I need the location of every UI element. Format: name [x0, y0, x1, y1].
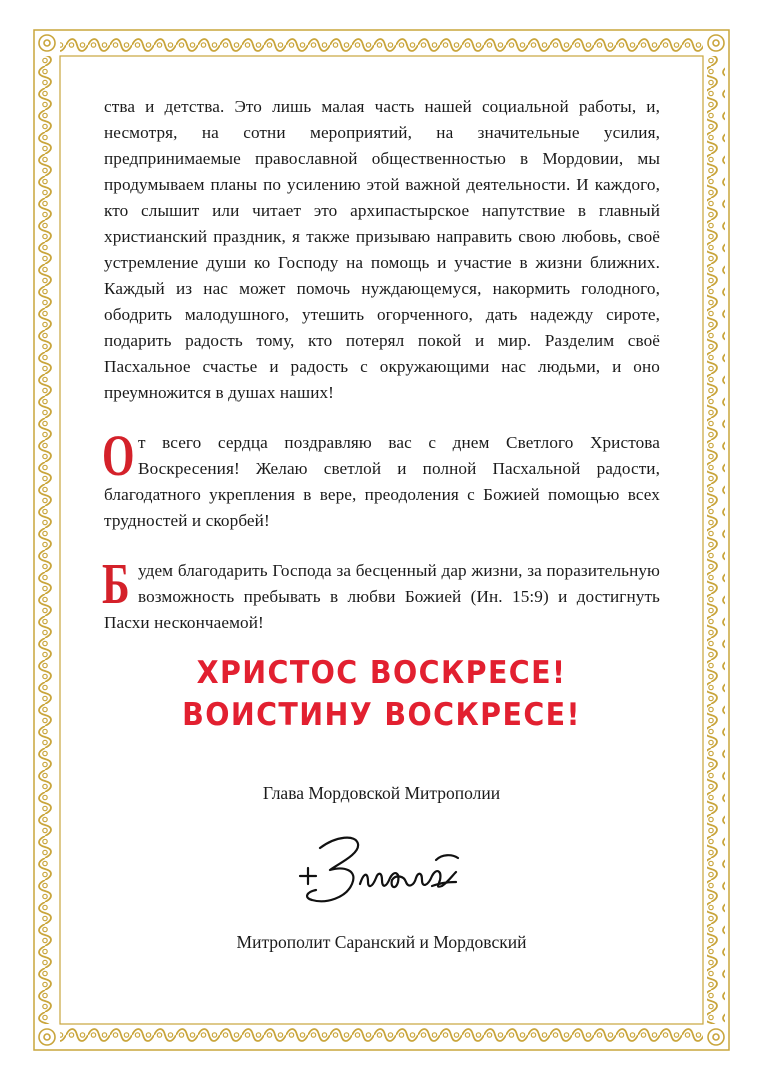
- social-work-paragraph: ства и детства. Это лишь малая часть нашей социальной работы, и, несмотря, на сотни мероприятий, на значительные усилия, предпринимаемые православной общественностью в Мордовии, мы продумываем планы по усилению этой важной деятельности. И каждого, кто слышит или читает это архипастырское напутствие в главный христианский праздник, я также призываю направить свою любовь, своё устремление души ко Господу на помощь и участие в жизни ближних. Каждый из нас может помочь нуждающемуся, накормить голодного, ободрить малодушного, утешить огорченного, дать надежду сироте, подарить радость тому, кто потерял покой и мир. Разделим своё Пасхальное счастье и радость с окружающими нас людьми, и оно преумножится в душах наших!: [104, 97, 660, 402]
- greeting-paragraph: [102, 423, 660, 534]
- closing-paragraph: [102, 551, 660, 636]
- easter-greeting: [31, 652, 733, 736]
- signatory-position: Глава Мордовской Митрополии: [262, 783, 501, 803]
- closing-text: удем благодарить Господа за бесценный дар жизни, за поразительную возможность пребывать в любви Божией (Ин. 15:9) и достигнуть Пасхи нескончаемой!: [104, 561, 660, 632]
- dropcap-o: О: [102, 423, 135, 488]
- easter-greeting-line-2: ВОИСТИНУ ВОСКРЕСЕ!: [182, 697, 581, 733]
- handwritten-signature: [286, 826, 476, 912]
- letter-body: [104, 94, 660, 636]
- dropcap-b: Б: [102, 551, 130, 616]
- greeting-text: т всего сердца поздравляю вас с днем Светлого Христова Воскресения! Желаю светлой и полной Пасхальной радости, благодатного укрепления в вере, преодоления с Божией помощью всех трудностей и скорбей!: [104, 433, 660, 530]
- signatory-title: Митрополит Саранский и Мордовский: [236, 932, 527, 952]
- easter-greeting-line-1: ХРИСТОС ВОСКРЕСЕ!: [196, 655, 567, 691]
